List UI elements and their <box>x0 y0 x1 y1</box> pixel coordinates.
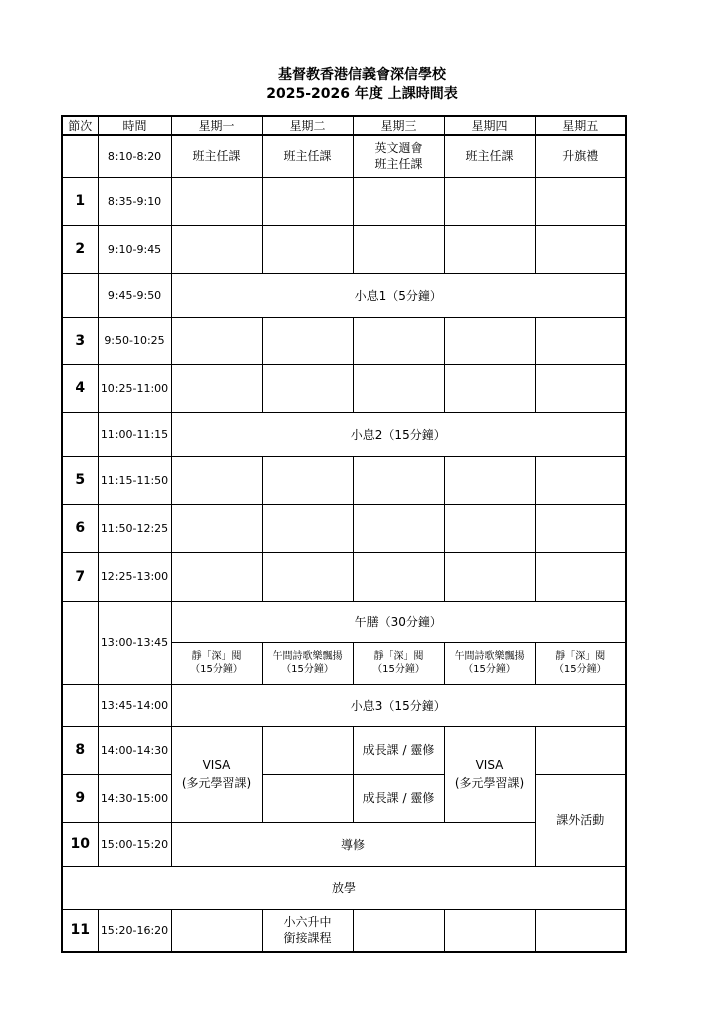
lunch-row <box>62 601 626 642</box>
lesson-number: 10 <box>62 822 98 866</box>
period-row <box>62 552 626 601</box>
header-lesson: 節次 <box>62 116 98 135</box>
period-row <box>62 456 626 504</box>
slot <box>444 456 535 504</box>
period-row <box>62 726 626 774</box>
time-cell: 15:20-16:20 <box>98 909 171 952</box>
slot <box>535 456 626 504</box>
lesson-cell <box>62 684 98 726</box>
break-row <box>62 273 626 317</box>
period-row <box>62 364 626 412</box>
slot <box>262 726 353 774</box>
break-row <box>62 684 626 726</box>
slot <box>444 177 535 225</box>
activity-name: 靜「深」閱 <box>555 651 606 662</box>
time-cell: 8:35-9:10 <box>98 177 171 225</box>
slot <box>262 774 353 822</box>
fri-flag-raising: 升旗禮 <box>535 135 626 177</box>
lesson-number: 5 <box>62 456 98 504</box>
activity-name: 午間詩歌樂飄揚 <box>454 651 525 662</box>
slot <box>444 552 535 601</box>
slot <box>353 225 444 273</box>
lesson-number: 7 <box>62 552 98 601</box>
activity-duration: （15分鐘） <box>372 664 425 675</box>
thu-visa <box>444 726 535 822</box>
activity-duration: （15分鐘） <box>553 664 607 675</box>
header-wednesday: 星期三 <box>353 116 444 135</box>
wed-growth-lesson: 成長課 / 靈修 <box>353 726 444 774</box>
thu-homeroom: 班主任課 <box>444 135 535 177</box>
morning-row <box>62 135 626 177</box>
tue-homeroom: 班主任課 <box>262 135 353 177</box>
slot <box>535 504 626 552</box>
mon-homeroom: 班主任課 <box>171 135 262 177</box>
slot <box>171 456 262 504</box>
time-cell: 10:25-11:00 <box>98 364 171 412</box>
slot <box>535 177 626 225</box>
course-line1: 小六升中 <box>283 915 332 930</box>
period-row <box>62 774 626 822</box>
course-line2: 銜接課程 <box>283 931 332 946</box>
header-monday: 星期一 <box>171 116 262 135</box>
dismissal-row <box>62 866 626 909</box>
header-tuesday: 星期二 <box>262 116 353 135</box>
slot <box>262 225 353 273</box>
timetable <box>61 115 627 953</box>
time-cell: 11:50-12:25 <box>98 504 171 552</box>
header-friday: 星期五 <box>535 116 626 135</box>
slot <box>171 504 262 552</box>
time-cell: 15:00-15:20 <box>98 822 171 866</box>
fri-lunch-reading <box>535 642 626 684</box>
time-cell: 9:10-9:45 <box>98 225 171 273</box>
visa-title: VISA <box>202 758 231 772</box>
slot <box>535 225 626 273</box>
activity-duration: （15分鐘） <box>190 664 243 675</box>
time-cell: 14:00-14:30 <box>98 726 171 774</box>
period-row <box>62 225 626 273</box>
activity-duration: （15分鐘） <box>463 664 516 675</box>
wed-growth-lesson: 成長課 / 靈修 <box>353 774 444 822</box>
lesson-number: 8 <box>62 726 98 774</box>
slot <box>262 552 353 601</box>
break-label: 小息1（5分鐘） <box>171 273 626 317</box>
activity-name: 午間詩歌樂飄揚 <box>272 651 343 662</box>
time-cell: 11:15-11:50 <box>98 456 171 504</box>
lesson-cell <box>62 135 98 177</box>
slot <box>353 177 444 225</box>
time-cell: 9:50-10:25 <box>98 317 171 364</box>
time-cell: 9:45-9:50 <box>98 273 171 317</box>
lesson-cell <box>62 601 98 684</box>
lesson-cell <box>62 412 98 456</box>
tue-lunch-music <box>262 642 353 684</box>
lunch-label: 午膳（30分鐘） <box>171 601 626 642</box>
wed-lunch-reading <box>353 642 444 684</box>
slot <box>535 364 626 412</box>
wed-assembly <box>353 135 444 177</box>
time-cell: 14:30-15:00 <box>98 774 171 822</box>
wed-assembly-line1: 英文週會 <box>374 141 423 156</box>
slot <box>171 177 262 225</box>
period-row <box>62 317 626 364</box>
tue-transition-course <box>262 909 353 952</box>
time-cell: 13:45-14:00 <box>98 684 171 726</box>
activity-name: 靜「深」閱 <box>191 651 242 662</box>
slot <box>171 909 262 952</box>
break-row <box>62 412 626 456</box>
tutorial-label: 導修 <box>171 822 535 866</box>
slot <box>353 317 444 364</box>
visa-title: VISA <box>475 758 504 772</box>
slot <box>171 364 262 412</box>
activity-name: 靜「深」閱 <box>373 651 424 662</box>
school-name: 基督教香港信義會深信學校 <box>278 67 446 83</box>
lesson-number: 1 <box>62 177 98 225</box>
slot <box>171 225 262 273</box>
slot <box>171 317 262 364</box>
slot <box>353 909 444 952</box>
slot <box>262 504 353 552</box>
visa-subtitle: (多元學習課) <box>454 776 525 790</box>
header-thursday: 星期四 <box>444 116 535 135</box>
lesson-cell <box>62 273 98 317</box>
slot <box>353 456 444 504</box>
slot <box>171 552 262 601</box>
slot <box>353 552 444 601</box>
lesson-number: 2 <box>62 225 98 273</box>
slot <box>444 909 535 952</box>
lesson-number: 4 <box>62 364 98 412</box>
activity-duration: （15分鐘） <box>281 664 334 675</box>
header-time: 時間 <box>98 116 171 135</box>
timetable-title: 2025-2026 年度 上課時間表 <box>266 86 458 102</box>
mon-visa <box>171 726 262 822</box>
slot <box>535 317 626 364</box>
slot <box>444 317 535 364</box>
slot <box>262 177 353 225</box>
lesson-number: 11 <box>62 909 98 952</box>
time-cell: 12:25-13:00 <box>98 552 171 601</box>
lesson-number: 9 <box>62 774 98 822</box>
slot <box>444 225 535 273</box>
slot <box>444 364 535 412</box>
time-cell: 8:10-8:20 <box>98 135 171 177</box>
slot <box>535 726 626 774</box>
lesson-number: 6 <box>62 504 98 552</box>
slot <box>262 317 353 364</box>
time-cell: 11:00-11:15 <box>98 412 171 456</box>
period-row <box>62 909 626 952</box>
slot <box>262 364 353 412</box>
header-row <box>62 116 626 135</box>
slot <box>535 552 626 601</box>
lesson-number: 3 <box>62 317 98 364</box>
wed-assembly-line2: 班主任課 <box>374 157 423 172</box>
slot <box>444 504 535 552</box>
slot <box>353 504 444 552</box>
thu-lunch-music <box>444 642 535 684</box>
period-row <box>62 177 626 225</box>
break-label: 小息2（15分鐘） <box>171 412 626 456</box>
dismissal-label: 放學 <box>62 866 626 909</box>
slot <box>262 456 353 504</box>
visa-subtitle: (多元學習課) <box>181 776 252 790</box>
mon-lunch-reading <box>171 642 262 684</box>
break-label: 小息3（15分鐘） <box>171 684 626 726</box>
slot <box>353 364 444 412</box>
time-cell: 13:00-13:45 <box>98 601 171 684</box>
period-row <box>62 504 626 552</box>
slot <box>535 909 626 952</box>
fri-extracurricular: 課外活動 <box>535 774 626 866</box>
